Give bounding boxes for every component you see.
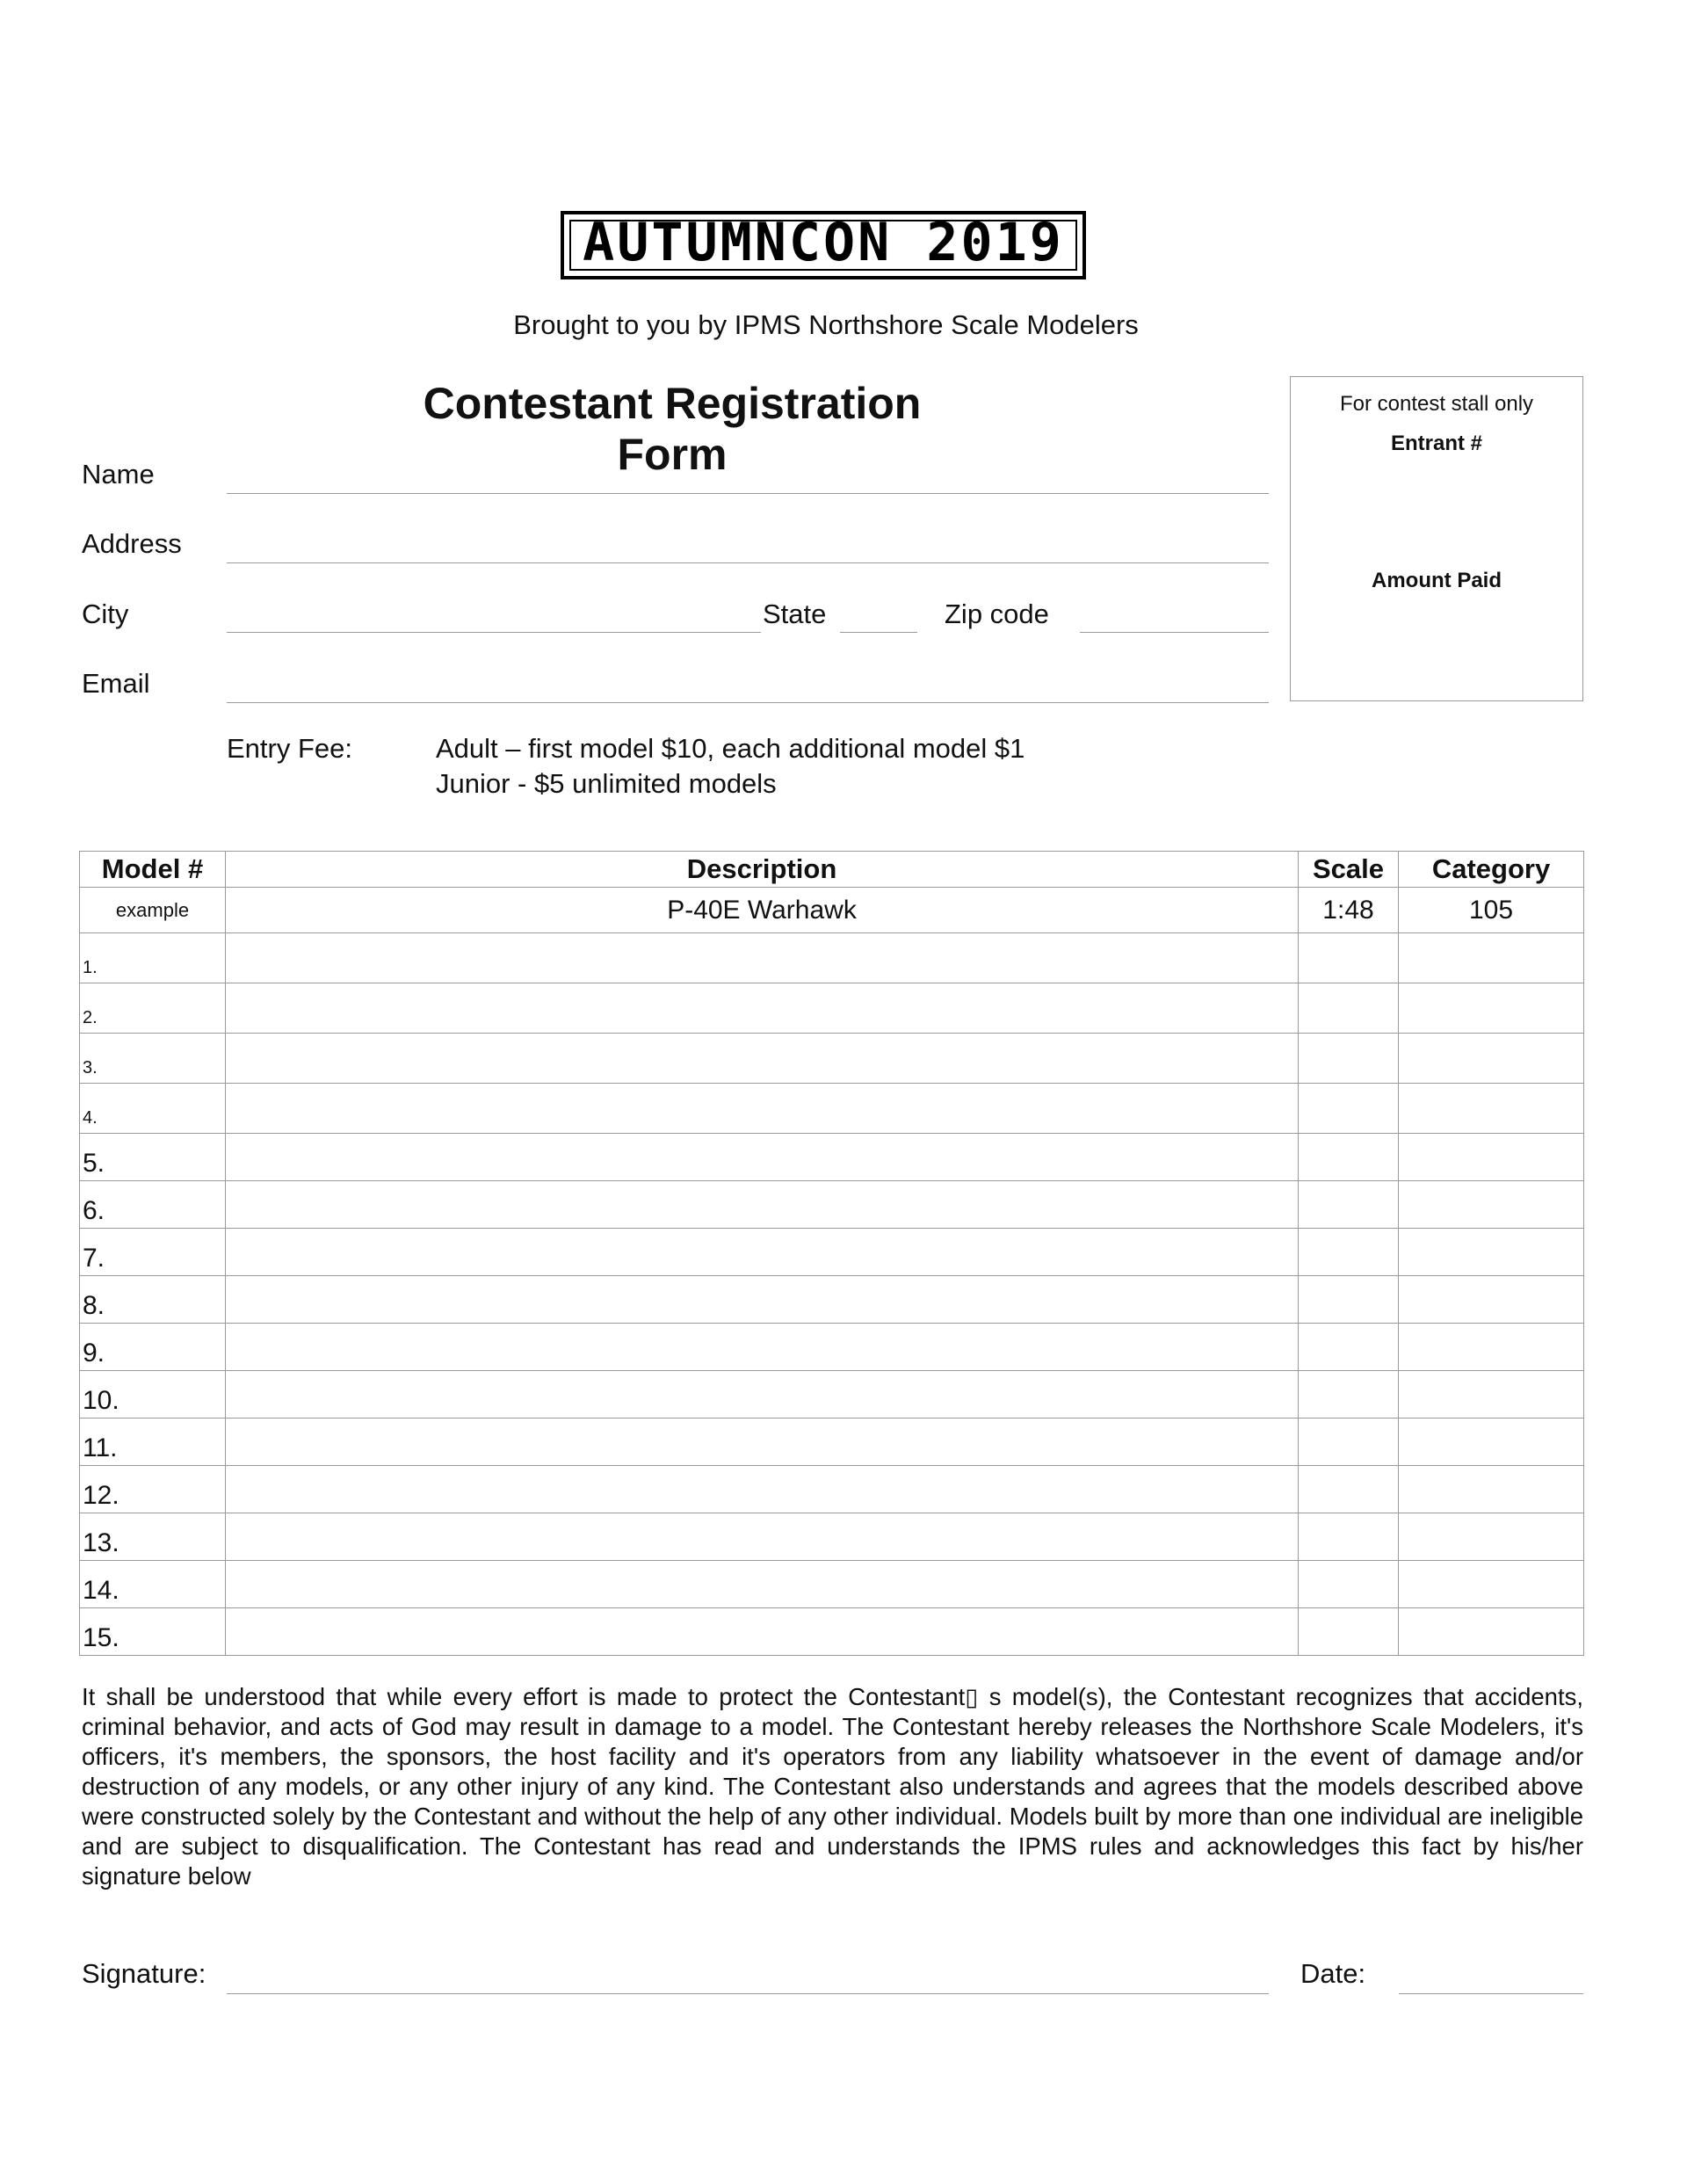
row-number: 13. (80, 1513, 226, 1561)
table-header-row (80, 852, 1584, 888)
scale-cell[interactable] (1299, 1371, 1399, 1419)
staff-note: For contest stall only (1339, 392, 1534, 416)
autumncon-logo (561, 211, 1086, 279)
category-cell[interactable] (1399, 1229, 1584, 1276)
category-cell[interactable] (1399, 1371, 1584, 1419)
scale-cell[interactable] (1299, 1181, 1399, 1229)
example-description: P-40E Warhawk (226, 888, 1299, 933)
row-number: 12. (80, 1466, 226, 1513)
scale-cell[interactable] (1299, 1134, 1399, 1181)
email-label: Email (82, 668, 150, 699)
category-cell[interactable] (1399, 1561, 1584, 1608)
row-number: 8. (80, 1276, 226, 1324)
header-model-number: Model # (80, 852, 226, 888)
table-row (80, 1276, 1584, 1324)
category-cell[interactable] (1399, 1324, 1584, 1371)
scale-cell[interactable] (1299, 1466, 1399, 1513)
table-row (80, 1324, 1584, 1371)
table-row (80, 1229, 1584, 1276)
row-number: 6. (80, 1181, 226, 1229)
row-number: 14. (80, 1561, 226, 1608)
category-cell[interactable] (1399, 1513, 1584, 1561)
table-row (80, 1466, 1584, 1513)
header-category: Category (1399, 852, 1584, 888)
scale-cell[interactable] (1299, 1276, 1399, 1324)
row-number: 9. (80, 1324, 226, 1371)
description-cell[interactable] (226, 983, 1299, 1034)
table-row (80, 1134, 1584, 1181)
logo-text: AUTUMNCON 2019 (583, 212, 1064, 273)
scale-cell[interactable] (1299, 1419, 1399, 1466)
signature-field[interactable] (227, 1993, 1269, 1994)
date-field[interactable] (1399, 1993, 1583, 1994)
description-cell[interactable] (226, 1324, 1299, 1371)
description-cell[interactable] (226, 1513, 1299, 1561)
scale-cell[interactable] (1299, 1034, 1399, 1084)
row-number: 5. (80, 1134, 226, 1181)
row-number: 10. (80, 1371, 226, 1419)
table-row (80, 1561, 1584, 1608)
category-cell[interactable] (1399, 1419, 1584, 1466)
city-label: City (82, 599, 129, 629)
entry-fee-junior: Junior - $5 unlimited models (436, 768, 777, 799)
city-field[interactable] (227, 632, 761, 633)
description-cell[interactable] (226, 1561, 1299, 1608)
row-number: 2. (80, 983, 226, 1034)
table-row (80, 933, 1584, 983)
address-field[interactable] (227, 562, 1269, 563)
category-cell[interactable] (1399, 1134, 1584, 1181)
example-scale: 1:48 (1299, 888, 1399, 933)
description-cell[interactable] (226, 1034, 1299, 1084)
signature-label: Signature: (82, 1958, 206, 1989)
row-number: 15. (80, 1608, 226, 1656)
scale-cell[interactable] (1299, 1561, 1399, 1608)
form-title: Contestant Registration Form (423, 379, 922, 479)
table-row (80, 1034, 1584, 1084)
entry-fee-adult: Adult – first model $10, each additional model $1 (436, 733, 1025, 764)
liability-release-text: It shall be understood that while every effort is made to protect the Contestant▯ s model(s), the Contestant recognizes that accidents, criminal behavior, and acts of God may result in damage to a model. The Contestant hereby releases the Northshore Scale Modelers, it's officers, it's members, the sponsors, the host facility and it's operators from any liability whatsoever in the event of damage and/or destruction of any models, or any other injury of any kind. The Contestant also understands and agrees that the models described above were constructed solely by the Contestant and without the help of any other individual. Models built by more than one individual are ineligible and are subject to disqualification. The Contestant has read and understands the IPMS rules and acknowledges this fact by his/her signature below (82, 1683, 1583, 1890)
description-cell[interactable] (226, 1466, 1299, 1513)
row-number: 1. (80, 933, 226, 983)
zip-field[interactable] (1080, 632, 1269, 633)
scale-cell[interactable] (1299, 983, 1399, 1034)
row-number: 3. (80, 1034, 226, 1084)
amount-paid-label: Amount Paid (1372, 569, 1502, 592)
models-table (79, 851, 1584, 1656)
row-number: 11. (80, 1419, 226, 1466)
category-cell[interactable] (1399, 1466, 1584, 1513)
scale-cell[interactable] (1299, 1608, 1399, 1656)
table-row (80, 1608, 1584, 1656)
category-cell[interactable] (1399, 983, 1584, 1034)
staff-only-box (1290, 376, 1583, 701)
example-row (80, 888, 1584, 933)
email-field[interactable] (227, 702, 1269, 703)
category-cell[interactable] (1399, 1084, 1584, 1134)
entrant-number-label: Entrant # (1390, 432, 1482, 455)
state-field[interactable] (840, 632, 917, 633)
category-cell[interactable] (1399, 1181, 1584, 1229)
table-row (80, 1371, 1584, 1419)
category-cell[interactable] (1399, 1276, 1584, 1324)
table-row (80, 1181, 1584, 1229)
category-cell[interactable] (1399, 1608, 1584, 1656)
description-cell[interactable] (226, 1134, 1299, 1181)
address-label: Address (82, 528, 182, 559)
name-field[interactable] (227, 493, 1269, 494)
scale-cell[interactable] (1299, 1513, 1399, 1561)
row-number: 7. (80, 1229, 226, 1276)
table-row (80, 1513, 1584, 1561)
state-label: State (763, 599, 827, 629)
scale-cell[interactable] (1299, 1084, 1399, 1134)
description-cell[interactable] (226, 1608, 1299, 1656)
description-cell[interactable] (226, 1276, 1299, 1324)
zip-label: Zip code (945, 599, 1049, 629)
description-cell[interactable] (226, 1181, 1299, 1229)
subtitle: Brought to you by IPMS Northshore Scale Modelers (513, 309, 1139, 340)
row-number: 4. (80, 1084, 226, 1134)
scale-cell[interactable] (1299, 933, 1399, 983)
description-cell[interactable] (226, 1371, 1299, 1419)
name-label: Name (82, 459, 155, 490)
scale-cell[interactable] (1299, 1229, 1399, 1276)
description-cell[interactable] (226, 1419, 1299, 1466)
table-row (80, 1419, 1584, 1466)
table-row (80, 1084, 1584, 1134)
description-cell[interactable] (226, 933, 1299, 983)
description-cell[interactable] (226, 1084, 1299, 1134)
scale-cell[interactable] (1299, 1324, 1399, 1371)
header-description: Description (226, 852, 1299, 888)
entry-fee-label: Entry Fee: (227, 733, 352, 764)
date-label: Date: (1300, 1958, 1366, 1989)
example-label: example (80, 888, 226, 933)
example-category: 105 (1399, 888, 1584, 933)
category-cell[interactable] (1399, 1034, 1584, 1084)
category-cell[interactable] (1399, 933, 1584, 983)
header-scale: Scale (1299, 852, 1399, 888)
table-row (80, 983, 1584, 1034)
description-cell[interactable] (226, 1229, 1299, 1276)
